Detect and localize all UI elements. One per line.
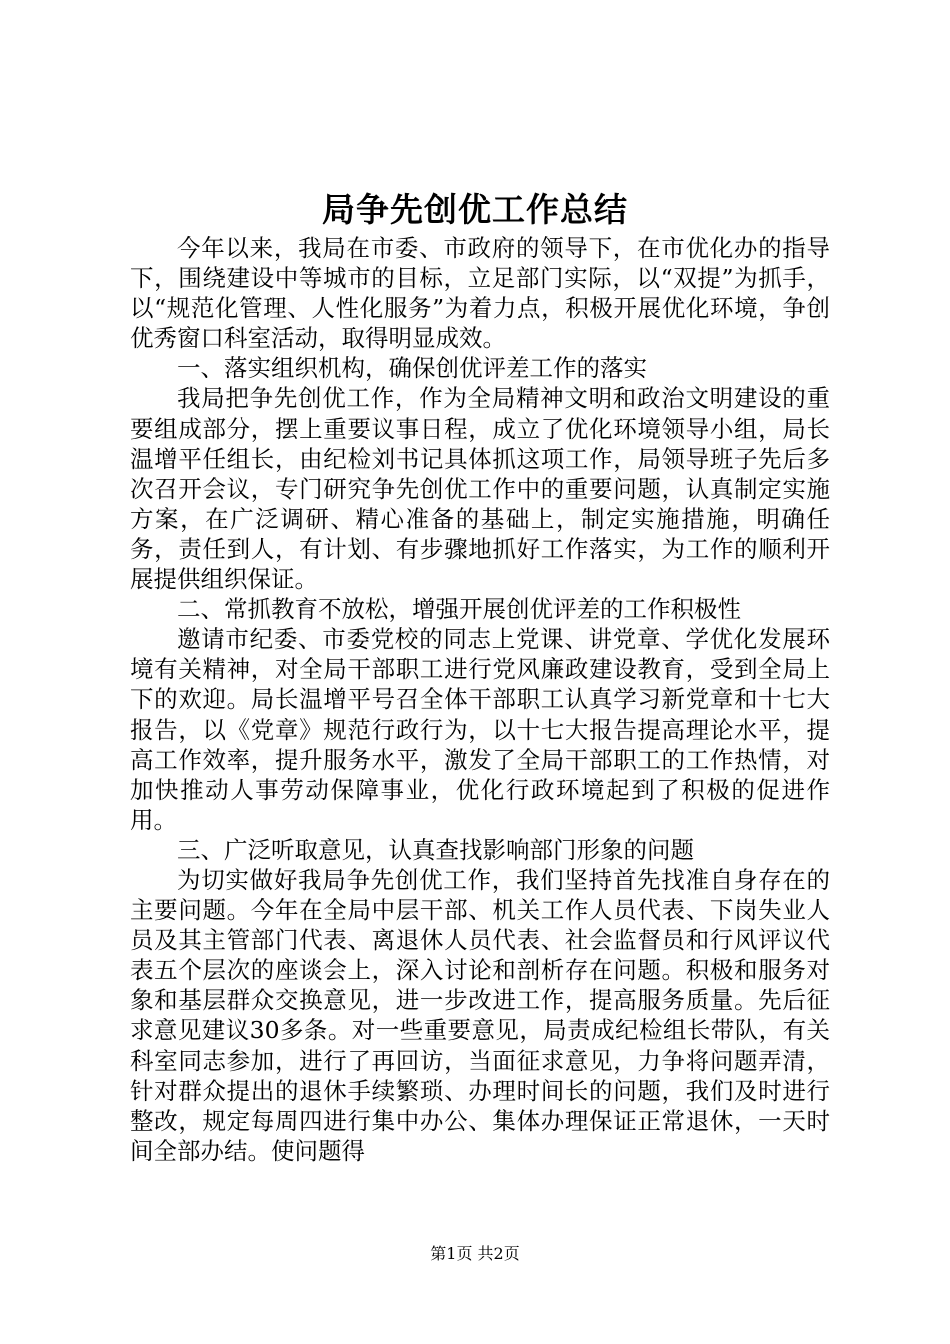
paragraph-section-3: 为切实做好我局争先创优工作，我们坚持首先找准自身存在的主要问题。今年在全局中层干部、机关工作人员代表、下岗失业人员及其主管部门代表、离退休人员代表、社会监督员和行风评议代表五个层次的座谈会上，深入讨论和剖析存在问题。积极和服务对象和基层群众交换意见，进一步改进工作，提高服务质量。先后征求意见建议30多条。对一些重要意见，局责成纪检组长带队，有关科室同志参加，进行了再回访，当面征求意见，力争将问题弄清，针对群众提出的退休手续繁琐、办理时间长的问题，我们及时进行整改，规定每周四进行集中办公、集体办理保证正常退休，一天时间全部办结。使问题得 (130, 865, 830, 1165)
paragraph-intro: 今年以来，我局在市委、市政府的领导下，在市优化办的指导下，围绕建设中等城市的目标，立足部门实际，以“双提”为抓手，以“规范化管理、人性化服务”为着力点，积极开展优化环境，争创优秀窗口科室活动，取得明显成效。 (130, 234, 830, 353)
document-title: 局争先创优工作总结 (322, 190, 628, 229)
paragraph-section-2: 邀请市纪委、市委党校的同志上党课、讲党章、学优化发展环境有关精神，对全局干部职工进行党风廉政建设教育，受到全局上下的欢迎。局长温增平号召全体干部职工认真学习新党章和十七大报告，以《党章》规范行政行为，以十七大报告提高理论水平，提高工作效率，提升服务水平，激发了全局干部职工的工作热情，对加快推动人事劳动保障事业，优化行政环境起到了积极的促进作用。 (130, 625, 830, 834)
document-body (130, 233, 830, 1166)
section-heading-2: 二、常抓教育不放松，增强开展创优评差的工作积极性 (177, 595, 741, 624)
page-footer: 第1页 共2页 (430, 1244, 520, 1263)
section-heading-3: 三、广泛听取意见，认真查找影响部门形象的问题 (177, 835, 694, 864)
paragraph-section-1: 我局把争先创优工作，作为全局精神文明和政治文明建设的重要组成部分，摆上重要议事日程，成立了优化环境领导小组，局长温增平任组长，由纪检刘书记具体抓这项工作，局领导班子先后多次召开会议，专门研究争先创优工作中的重要问题，认真制定实施方案，在广泛调研、精心准备的基础上，制定实施措施，明确任务，责任到人，有计划、有步骤地抓好工作落实，为工作的顺利开展提供组织保证。 (130, 384, 830, 594)
section-heading-1: 一、落实组织机构，确保创优评差工作的落实 (177, 354, 647, 383)
